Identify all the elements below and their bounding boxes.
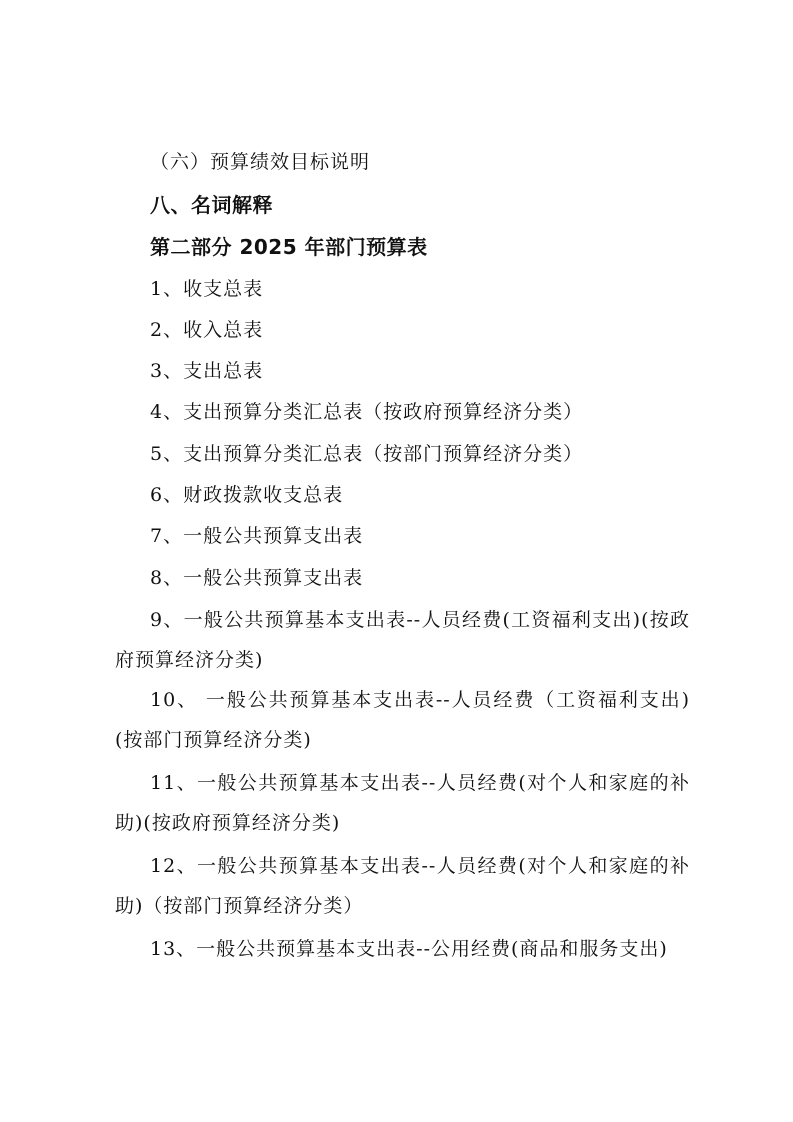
list-item: 12、一般公共预算基本支出表--人员经费(对个人和家庭的补助)（按部门预算经济分类） <box>115 855 690 917</box>
section-heading-terms: 八、名词解释 <box>150 193 273 217</box>
list-item: 10、 一般公共预算基本支出表--人员经费（工资福利支出)(按部门预算经济分类) <box>115 689 690 751</box>
list-item: 9、一般公共预算基本支出表--人员经费(工资福利支出)(按政府预算经济分类) <box>115 609 690 671</box>
list-item: 8、一般公共预算支出表 <box>150 567 364 589</box>
list-item: 1、收支总表 <box>150 278 264 300</box>
list-item: 3、支出总表 <box>150 360 264 382</box>
list-item: 11、一般公共预算基本支出表--人员经费(对个人和家庭的补助)(按政府预算经济分类) <box>115 772 690 834</box>
list-item: 13、一般公共预算基本支出表--公用经费(商品和服务支出) <box>150 938 668 960</box>
list-item: 7、一般公共预算支出表 <box>150 525 364 547</box>
list-item: 6、财政拨款收支总表 <box>150 484 344 506</box>
subsection-budget-performance: （六）预算绩效目标说明 <box>150 151 371 173</box>
list-item: 4、支出预算分类汇总表（按政府预算经济分类） <box>150 401 584 423</box>
part-heading-budget-tables: 第二部分 2025 年部门预算表 <box>150 235 428 259</box>
list-item: 2、收入总表 <box>150 319 264 341</box>
list-item: 5、支出预算分类汇总表（按部门预算经济分类） <box>150 443 584 465</box>
